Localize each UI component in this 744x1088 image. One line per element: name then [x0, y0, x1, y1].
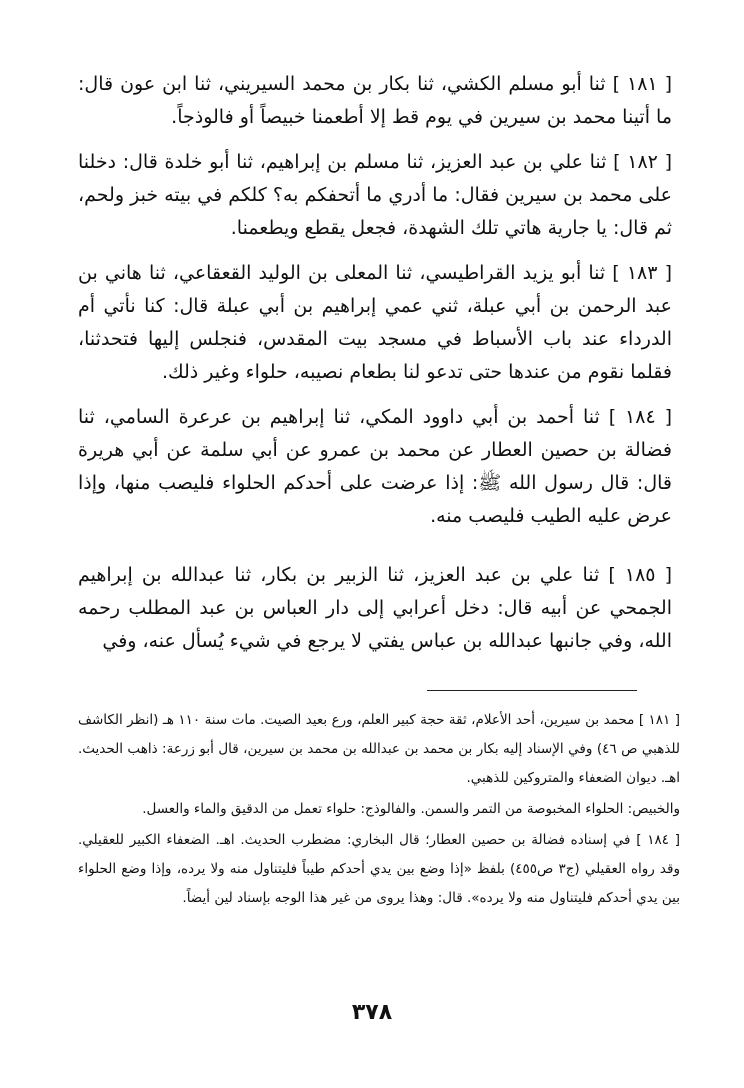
- footnote-181: [ ١٨١ ] محمد بن سيرين، أحد الأعلام، ثقة حجة كبير العلم، ورع بعيد الصيت. مات سنة ١١٠ هـ (انظر الكاشف للذهبي ص ٤٦) وفي الإسناد إليه بكار بن محمد بن عبدالله بن محمد بن سيرين، قال أبو زرعة: ذاهب الحديث. اهـ. ديوان الضعفاء والمتروكين للذهبي.: [78, 712, 680, 786]
- page-number: ٣٧٨: [351, 1000, 393, 1025]
- paragraph-182: [ ١٨٢ ] ثنا علي بن عبد العزيز، ثنا مسلم بن إبراهيم، ثنا أبو خلدة قال: دخلنا على محمد بن سيرين فقال: ما أدري ما أتحفكم به؟ كلكم في بيته خبز ولحم، ثم قال: يا جارية هاتي تلك الشهدة، فجعل يقطع ويطعمنا.: [78, 151, 672, 239]
- paragraph-184: [ ١٨٤ ] ثنا أحمد بن أبي داوود المكي، ثنا إبراهيم بن عرعرة السامي، ثنا فضالة بن حصين العطار عن محمد بن عمرو عن أبي سلمة عن أبي هريرة قال: قال رسول الله ﷺ: إذا عرضت على أحدكم الحلواء فليصب منها، وإذا عرض عليه الطيب فليصب منه.: [78, 406, 673, 527]
- paragraph-185: [ ١٨٥ ] ثنا علي بن عبد العزيز، ثنا الزبير بن بكار، ثنا عبدالله بن إبراهيم الجمحي عن أبيه قال: دخل أعرابي إلى دار العباس بن عبد المطلب رحمه الله، وفي جانبها عبدالله بن عباس يفتي لا يرجع في شيء يُسأل عنه، وفي: [78, 564, 673, 652]
- paragraph-183: [ ١٨٣ ] ثنا أبو يزيد القراطيسي، ثنا المعلى بن الوليد القعقاعي، ثنا هاني بن عبد الرحمن بن أبي عبلة، ثني عمي إبراهيم بن أبي عبلة قال: كنا نأتي أم الدرداء عند باب الأسباط في مسجد بيت المقدس، فنجلس إليها فتحدثنا، فقلما نقوم من عندها حتى تدعو لنا بطعام نصيبه، حلواء وغير ذلك.: [78, 262, 673, 383]
- footnote-divider: [427, 690, 637, 691]
- footnote-glossary: والخبيص: الحلواء المخبوصة من التمر والسمن. والفالوذج: حلواء تعمل من الدقيق والماء والعسل.: [142, 801, 680, 817]
- paragraph-181: [ ١٨١ ] ثنا أبو مسلم الكشي، ثنا بكار بن محمد السيريني، ثنا ابن عون قال: ما أتينا محمد بن سيرين في يوم قط إلا أطعمنا خبيصاً أو فالوذجاً.: [78, 73, 673, 128]
- footnote-184: [ ١٨٤ ] في إسناده فضالة بن حصين العطار؛ قال البخاري: مضطرب الحديث. اهـ. الضعفاء الكبير للعقيلي. وقد رواه العقيلي (ج٣ ص٤٥٥) بلفظ «إذا وضع بين يدي أحدكم طيباً فليتناول منه ولا يرده، وإذا وضع الحلواء بين يدي أحدكم فليتناول منه ولا يرده». قال: وهذا يروى من غير هذا الوجه بإسناد لين أيضاً.: [78, 832, 680, 906]
- footnotes: [78, 706, 680, 915]
- main-text: [78, 68, 672, 670]
